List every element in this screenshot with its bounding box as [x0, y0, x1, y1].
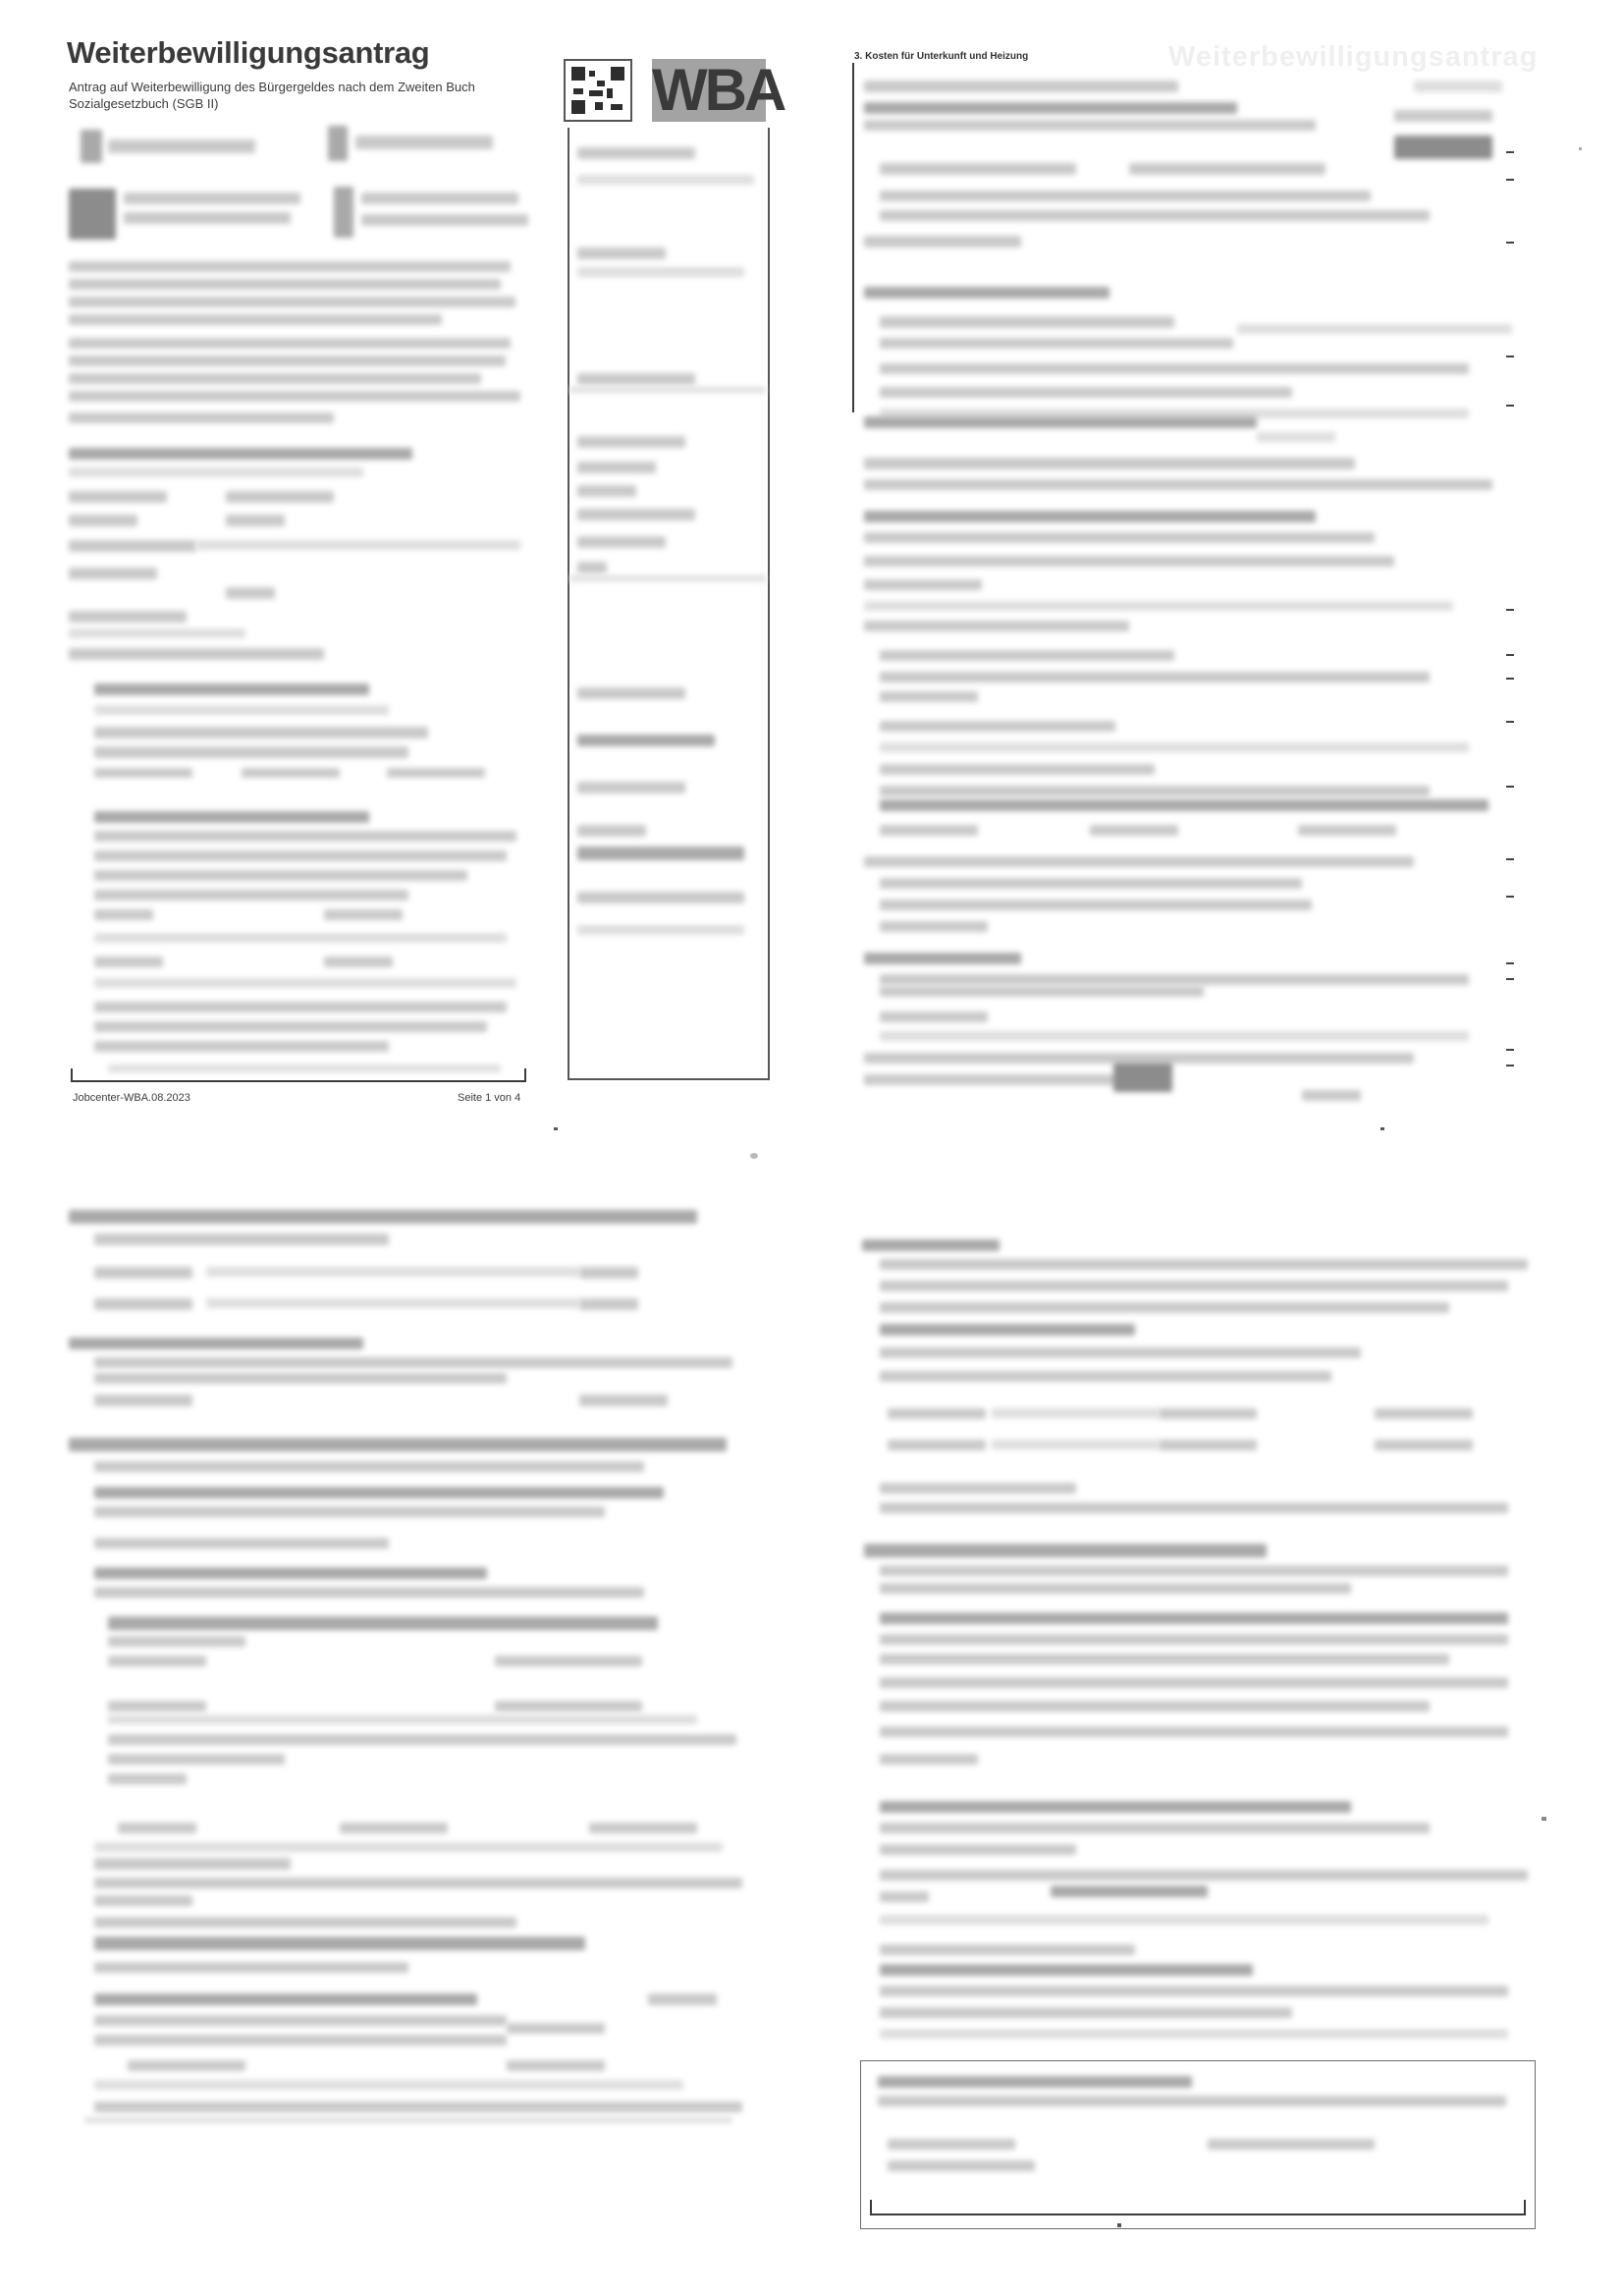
page4-corner-mark-left	[870, 2200, 872, 2215]
page1-bottom-rule	[71, 1080, 526, 1082]
page1-corner-mark-left	[71, 1068, 73, 1082]
page2-ghost-title: Weiterbewilligungsantrag	[1168, 41, 1539, 73]
wba-badge: WBA	[652, 57, 784, 123]
page1-footer-form-id: Jobcenter-WBA.08.2023	[73, 1092, 190, 1104]
form-title: Weiterbewilligungsantrag	[67, 35, 430, 70]
section-3-heading: 3. Kosten für Unterkunft und Heizung	[854, 51, 1029, 62]
qr-code-icon	[564, 59, 632, 122]
form-subtitle: Antrag auf Weiterbewilligung des Bürgergeldes nach dem Zweiten Buch Sozialgesetzbuch (SGB II)	[69, 80, 475, 111]
page1-corner-mark-right	[524, 1068, 526, 1082]
page2-left-rule	[852, 63, 854, 412]
page1-footer-page-number: Seite 1 von 4	[458, 1092, 521, 1104]
page4-corner-mark-right	[1524, 2200, 1526, 2215]
page4-bottom-rule	[870, 2214, 1526, 2215]
